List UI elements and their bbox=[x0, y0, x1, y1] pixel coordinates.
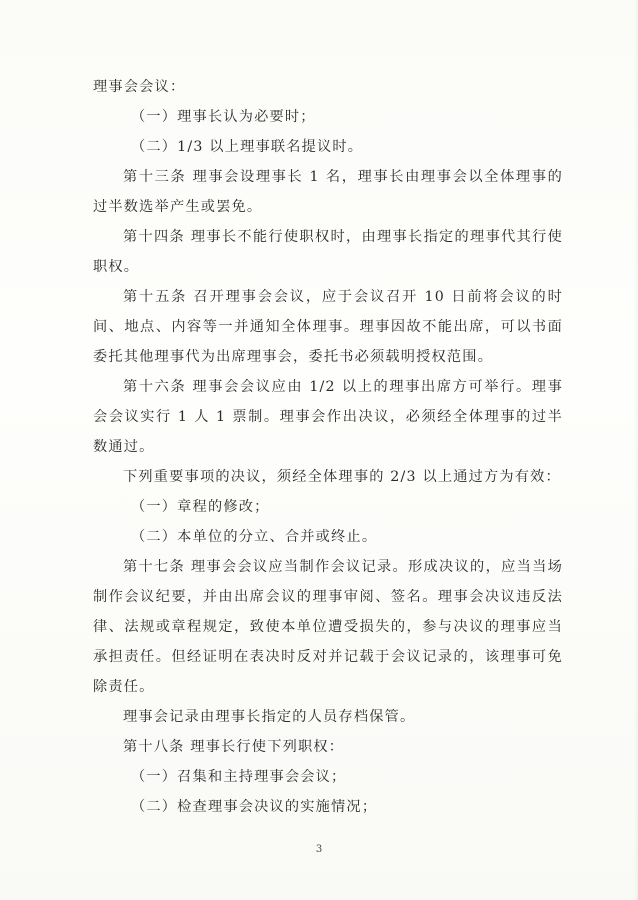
paragraph: 理事会会议： bbox=[93, 79, 186, 95]
article-13: 第十三条 理事会设理事长 1 名，理事长由理事会以全体理事的过半数选举产生或罢免。 bbox=[93, 169, 563, 215]
article-14: 第十四条 理事长不能行使职权时，由理事长指定的理事代其行使职权。 bbox=[93, 229, 563, 275]
article-18: 第十八条 理事长行使下列职权： bbox=[123, 739, 345, 755]
paragraph: 理事会记录由理事长指定的人员存档保管。 bbox=[123, 709, 416, 725]
page-number: 3 bbox=[315, 844, 323, 855]
paragraph: （二）1/3 以上理事联名提议时。 bbox=[131, 139, 364, 155]
paragraph: （一）理事长认为必要时； bbox=[131, 109, 316, 125]
paragraph: （二）本单位的分立、合并或终止。 bbox=[131, 529, 378, 545]
article-16: 第十六条 理事会会议应由 1/2 以上的理事出席方可举行。理事会会议实行 1 人 1 票制。理事会作出决议，必须经全体理事的过半数通过。 bbox=[93, 379, 563, 455]
article-17: 第十七条 理事会会议应当制作会议记录。形成决议的，应当当场制作会议纪要，并由出席会议的理事审阅、签名。理事会决议违反法律、法规或章程规定，致使本单位遭受损失的，参与决议的理事应当承担责任。但经证明在表决时反对并记载于会议记录的，该理事可免除责任。 bbox=[93, 559, 563, 695]
paragraph: 下列重要事项的决议，须经全体理事的 2/3 以上通过方为有效： bbox=[123, 469, 561, 485]
document-body bbox=[93, 72, 563, 822]
paragraph: （一）召集和主持理事会会议； bbox=[131, 769, 347, 785]
scan-edge-shadow bbox=[634, 0, 638, 900]
article-15: 第十五条 召开理事会会议，应于会议召开 10 日前将会议的时间、地点、内容等一并通知全体理事。理事因故不能出席，可以书面委托其他理事代为出席理事会，委托书必须载明授权范围。 bbox=[93, 289, 563, 365]
paragraph: （二）检查理事会决议的实施情况； bbox=[131, 799, 378, 815]
paragraph: （一）章程的修改； bbox=[131, 499, 270, 515]
